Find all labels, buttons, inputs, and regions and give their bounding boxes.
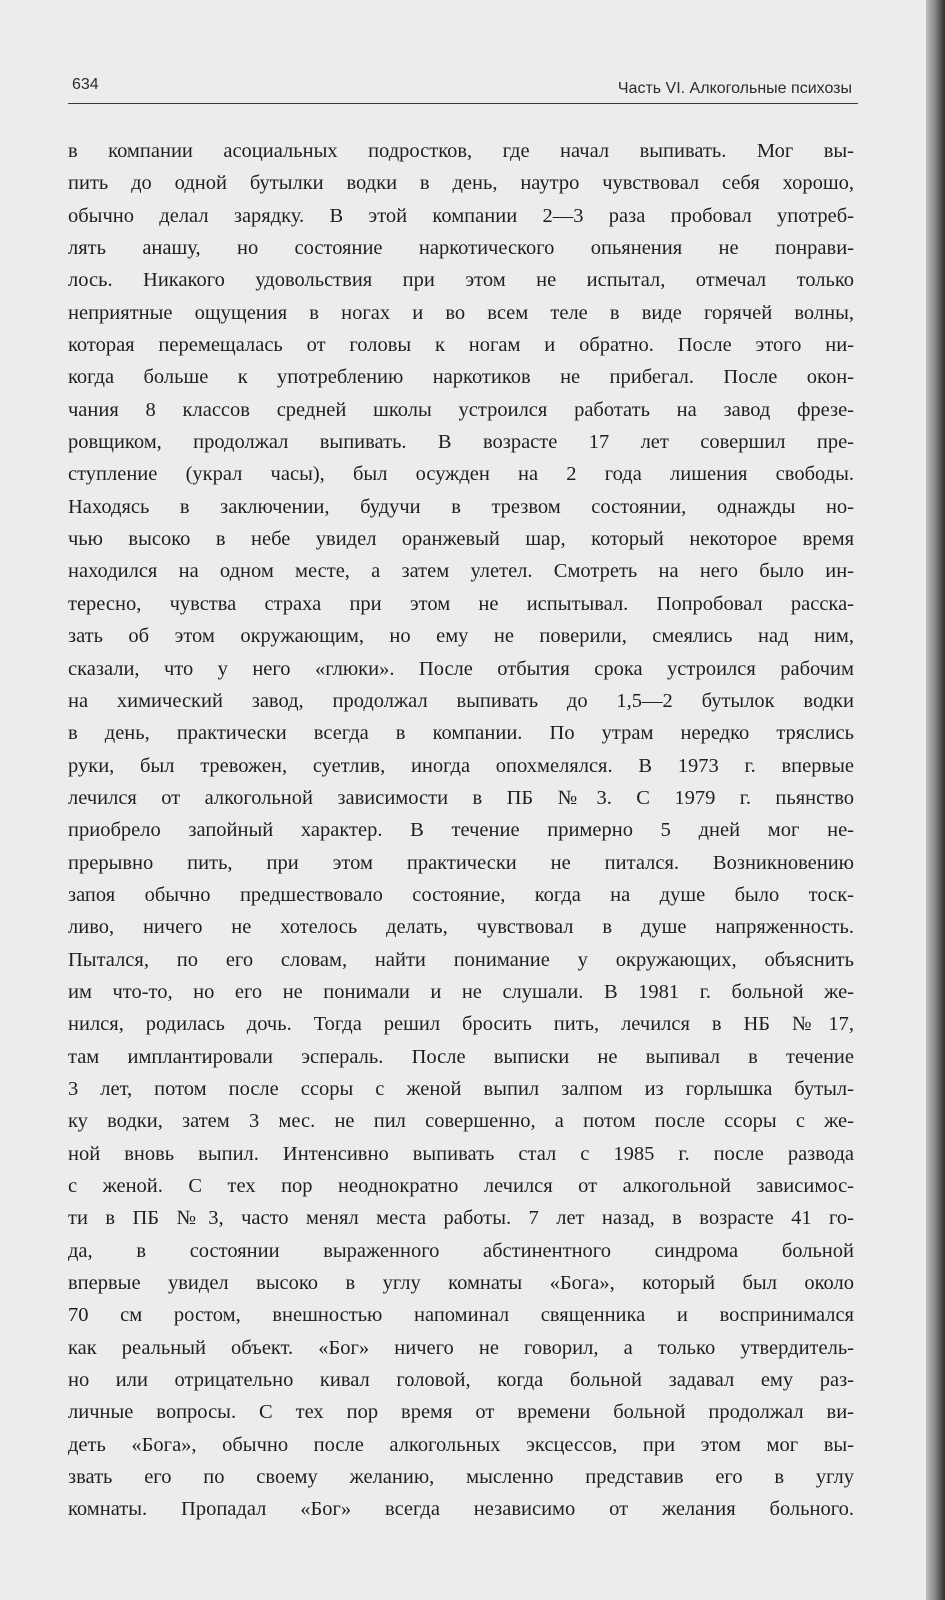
text-line: 70 см ростом, внешностью напоминал священника и воспринимался [68, 1304, 854, 1327]
text-line: да, в состоянии выраженного абстинентного синдрома больной [68, 1239, 854, 1262]
text-line: им что-то, но его не понимали и не слушали. В 1981 г. больной же- [68, 980, 854, 1003]
text-line: но или отрицательно кивал головой, когда больной задавал ему раз- [68, 1369, 854, 1392]
text-line: с женой. С тех пор неоднократно лечился от алкогольной зависимос- [68, 1175, 854, 1197]
text-line: на химический завод, продолжал выпивать до 1,5—2 бутылок водки [68, 689, 854, 712]
text-line: неприятные ощущения в ногах и во всем теле в виде горячей волны, [68, 301, 854, 324]
text-line: ти в ПБ №3, часто менял места работы. 7 лет назад, в возрасте 41 го- [68, 1207, 854, 1230]
text-line: запоя обычно предшествовало состояние, когда на душе было тоск- [68, 883, 854, 906]
text-line: звать его по своему желанию, мысленно представив его в углу [68, 1466, 854, 1489]
text-line: там имплантировали эспераль. После выписки не выпивал в течение [68, 1045, 854, 1068]
text-line: Пытался, по его словам, найти понимание у окружающих, объяснить [68, 948, 854, 971]
text-line: в день, практически всегда в компании. По утрам нередко тряслись [68, 722, 854, 745]
page-number: 634 [72, 76, 99, 93]
text-line: ступление (украл часы), был осужден на 2 года лишения свободы. [68, 463, 854, 486]
text-line: лечился от алкогольной зависимости в ПБ №3. С 1979 г. пьянство [68, 786, 854, 809]
text-line: зать об этом окружающим, но ему не поверили, смеялись над ним, [68, 625, 854, 648]
text-line: лось. Никакого удовольствия при этом не испытал, отмечал только [68, 269, 854, 292]
body-text [68, 135, 854, 1526]
text-line: которая перемещалась от головы к ногам и обратно. После этого ни- [68, 334, 854, 357]
header-rule [68, 103, 858, 104]
text-line: чью высоко в небе увидел оранжевый шар, который некоторое время [68, 528, 854, 551]
text-line: приобрело запойный характер. В течение примерно 5 дней мог не- [68, 819, 854, 842]
text-line: комнаты. Пропадал «Бог» всегда независимо от желания больного. [68, 1498, 854, 1521]
text-line: сказали, что у него «глюки». После отбытия срока устроился рабочим [68, 657, 854, 680]
text-line: 3 лет, потом после ссоры с женой выпил залпом из горлышка бутыл- [68, 1077, 854, 1100]
text-line: ливо, ничего не хотелось делать, чувствовал в душе напряженность. [68, 916, 854, 939]
text-line: ку водки, затем 3 мес. не пил совершенно, а потом после ссоры с же- [68, 1110, 854, 1133]
text-line: нился, родилась дочь. Тогда решил бросить пить, лечился в НБ №17, [68, 1013, 854, 1036]
text-line: находился на одном месте, а затем улетел. Смотреть на него было ин- [68, 560, 854, 583]
text-line: ровщиком, продолжал выпивать. В возрасте 17 лет совершил пре- [68, 431, 854, 454]
text-line: прерывно пить, при этом практически не питался. Возникновению [68, 851, 854, 874]
text-line: в компании асоциальных подростков, где начал выпивать. Мог вы- [68, 140, 854, 162]
text-line: впервые увидел высоко в углу комнаты «Бога», который был около [68, 1272, 854, 1295]
text-line: ной вновь выпил. Интенсивно выпивать стал с 1985 г. после развода [68, 1142, 854, 1165]
text-line: обычно делал зарядку. В этой компании 2—3 раза пробовал употреб- [68, 204, 854, 227]
text-line: когда больше к употреблению наркотиков не прибегал. После окон- [68, 366, 854, 389]
running-title: Часть VI. Алкогольные психозы [617, 80, 852, 97]
text-line: руки, был тревожен, суетлив, иногда опохмелялся. В 1973 г. впервые [68, 754, 854, 777]
text-line: пить до одной бутылки водки в день, наутро чувствовал себя хорошо, [68, 172, 854, 195]
page-spine-shadow [926, 0, 945, 1600]
text-line: лять анашу, но состояние наркотического опьянения не понрави- [68, 237, 854, 260]
text-line: личные вопросы. С тех пор время от времени больной продолжал ви- [68, 1401, 854, 1424]
text-line: деть «Бога», обычно после алкогольных эксцессов, при этом мог вы- [68, 1433, 854, 1456]
text-line: Находясь в заключении, будучи в трезвом состоянии, однажды но- [68, 495, 854, 518]
page-header [68, 74, 854, 100]
text-line: тересно, чувства страха при этом не испытывал. Попробовал расска- [68, 592, 854, 615]
text-line: чания 8 классов средней школы устроился работать на завод фрезе- [68, 398, 854, 421]
text-line: как реальный объект. «Бог» ничего не говорил, а только утвердитель- [68, 1336, 854, 1359]
